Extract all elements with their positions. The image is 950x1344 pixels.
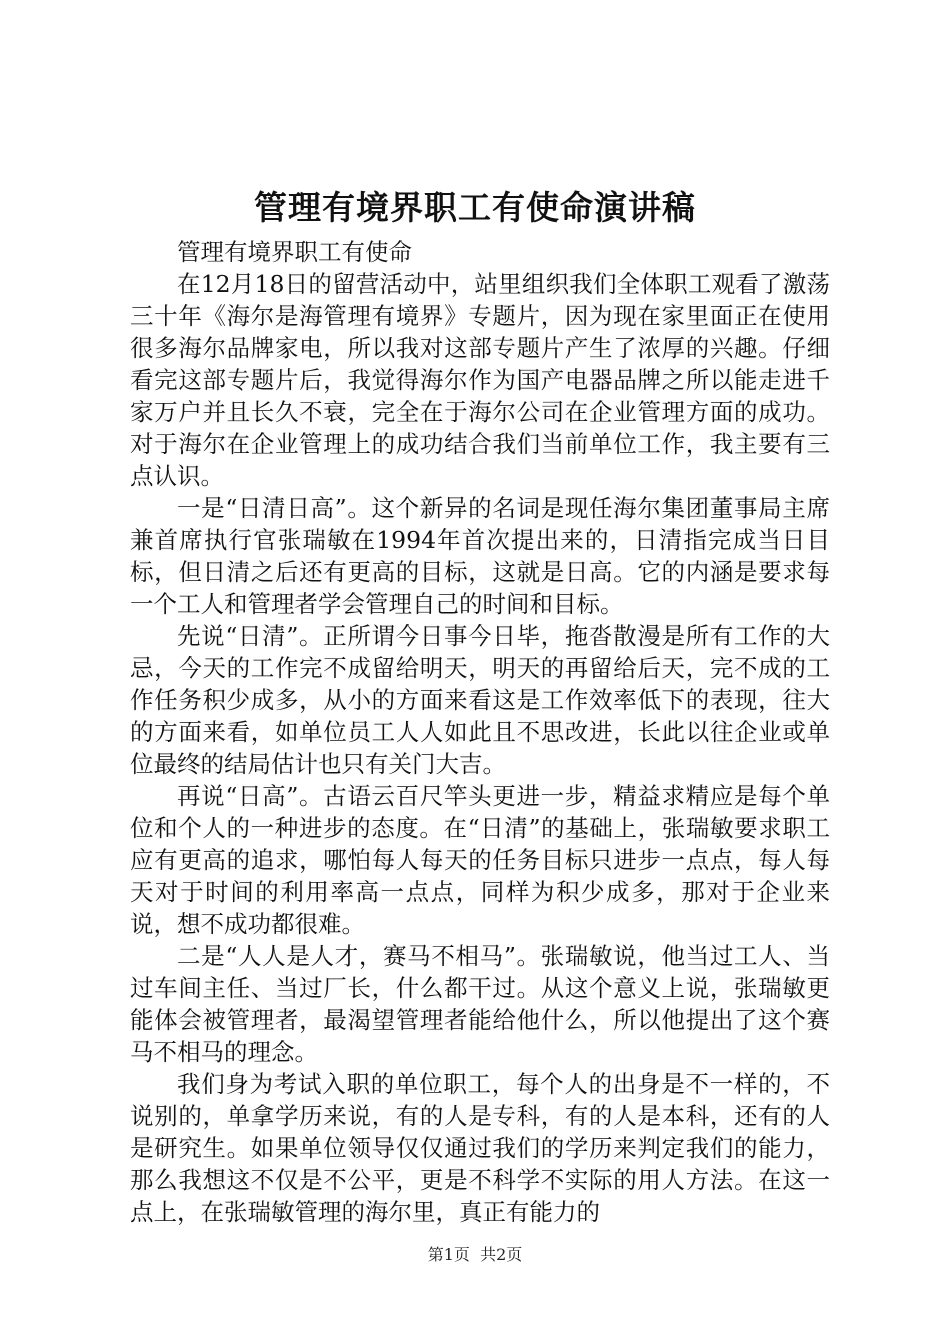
page-footer — [0, 1244, 950, 1266]
paragraph-2: 一是“日清日高”。这个新异的名词是现任海尔集团董事局主席兼首席执行官张瑞敏在1994年首次提出来的，日清指完成当日目标，但日清之后还有更高的目标，这就是日高。它的内涵是要求每一个工人和管理者学会管理自己的时间和目标。 — [130, 494, 830, 618]
paragraph-subtitle: 管理有境界职工有使命 — [177, 238, 412, 266]
document-title: 管理有境界职工有使命演讲稿 — [254, 188, 696, 227]
paragraph-3: 先说“日清”。正所谓今日事今日毕，拖沓散漫是所有工作的大忌，今天的工作完不成留给明天，明天的再留给后天，完不成的工作任务积少成多，从小的方面来看这是工作效率低下的表现，往大的方面来看，如单位员工人人如此且不思改进，长此以往企业或单位最终的结局估计也只有关门大吉。 — [130, 622, 830, 778]
page-number: 第1页 — [427, 1245, 470, 1264]
page-total: 共2页 — [480, 1245, 523, 1264]
paragraph-1: 在12月18日的留营活动中，站里组织我们全体职工观看了激荡三十年《海尔是海管理有境界》专题片，因为现在家里面正在使用很多海尔品牌家电，所以我对这部专题片产生了浓厚的兴趣。仔细看完这部专题片后，我觉得海尔作为国产电器品牌之所以能走进千家万户并且长久不衰，完全在于海尔公司在企业管理方面的成功。对于海尔在企业管理上的成功结合我们当前单位工作，我主要有三点认识。 — [130, 270, 830, 490]
paragraph-4: 再说“日高”。古语云百尺竿头更进一步，精益求精应是每个单位和个人的一种进步的态度。在“日清”的基础上，张瑞敏要求职工应有更高的追求，哪怕每人每天的任务目标只进步一点点，每人每天对于时间的利用率高一点点，同样为积少成多，那对于企业来说，想不成功都很难。 — [130, 782, 830, 938]
paragraph-5: 二是“人人是人才，赛马不相马”。张瑞敏说，他当过工人、当过车间主任、当过厂长，什么都干过。从这个意义上说，张瑞敏更能体会被管理者，最渴望管理者能给他什么，所以他提出了这个赛马不相马的理念。 — [130, 942, 830, 1066]
paragraph-6: 我们身为考试入职的单位职工，每个人的出身是不一样的，不说别的，单拿学历来说，有的人是专科，有的人是本科，还有的人是研究生。如果单位领导仅仅通过我们的学历来判定我们的能力，那么我想这不仅是不公平，更是不科学不实际的用人方法。在这一点上，在张瑞敏管理的海尔里，真正有能力的 — [130, 1070, 830, 1226]
document-body — [130, 236, 830, 1228]
